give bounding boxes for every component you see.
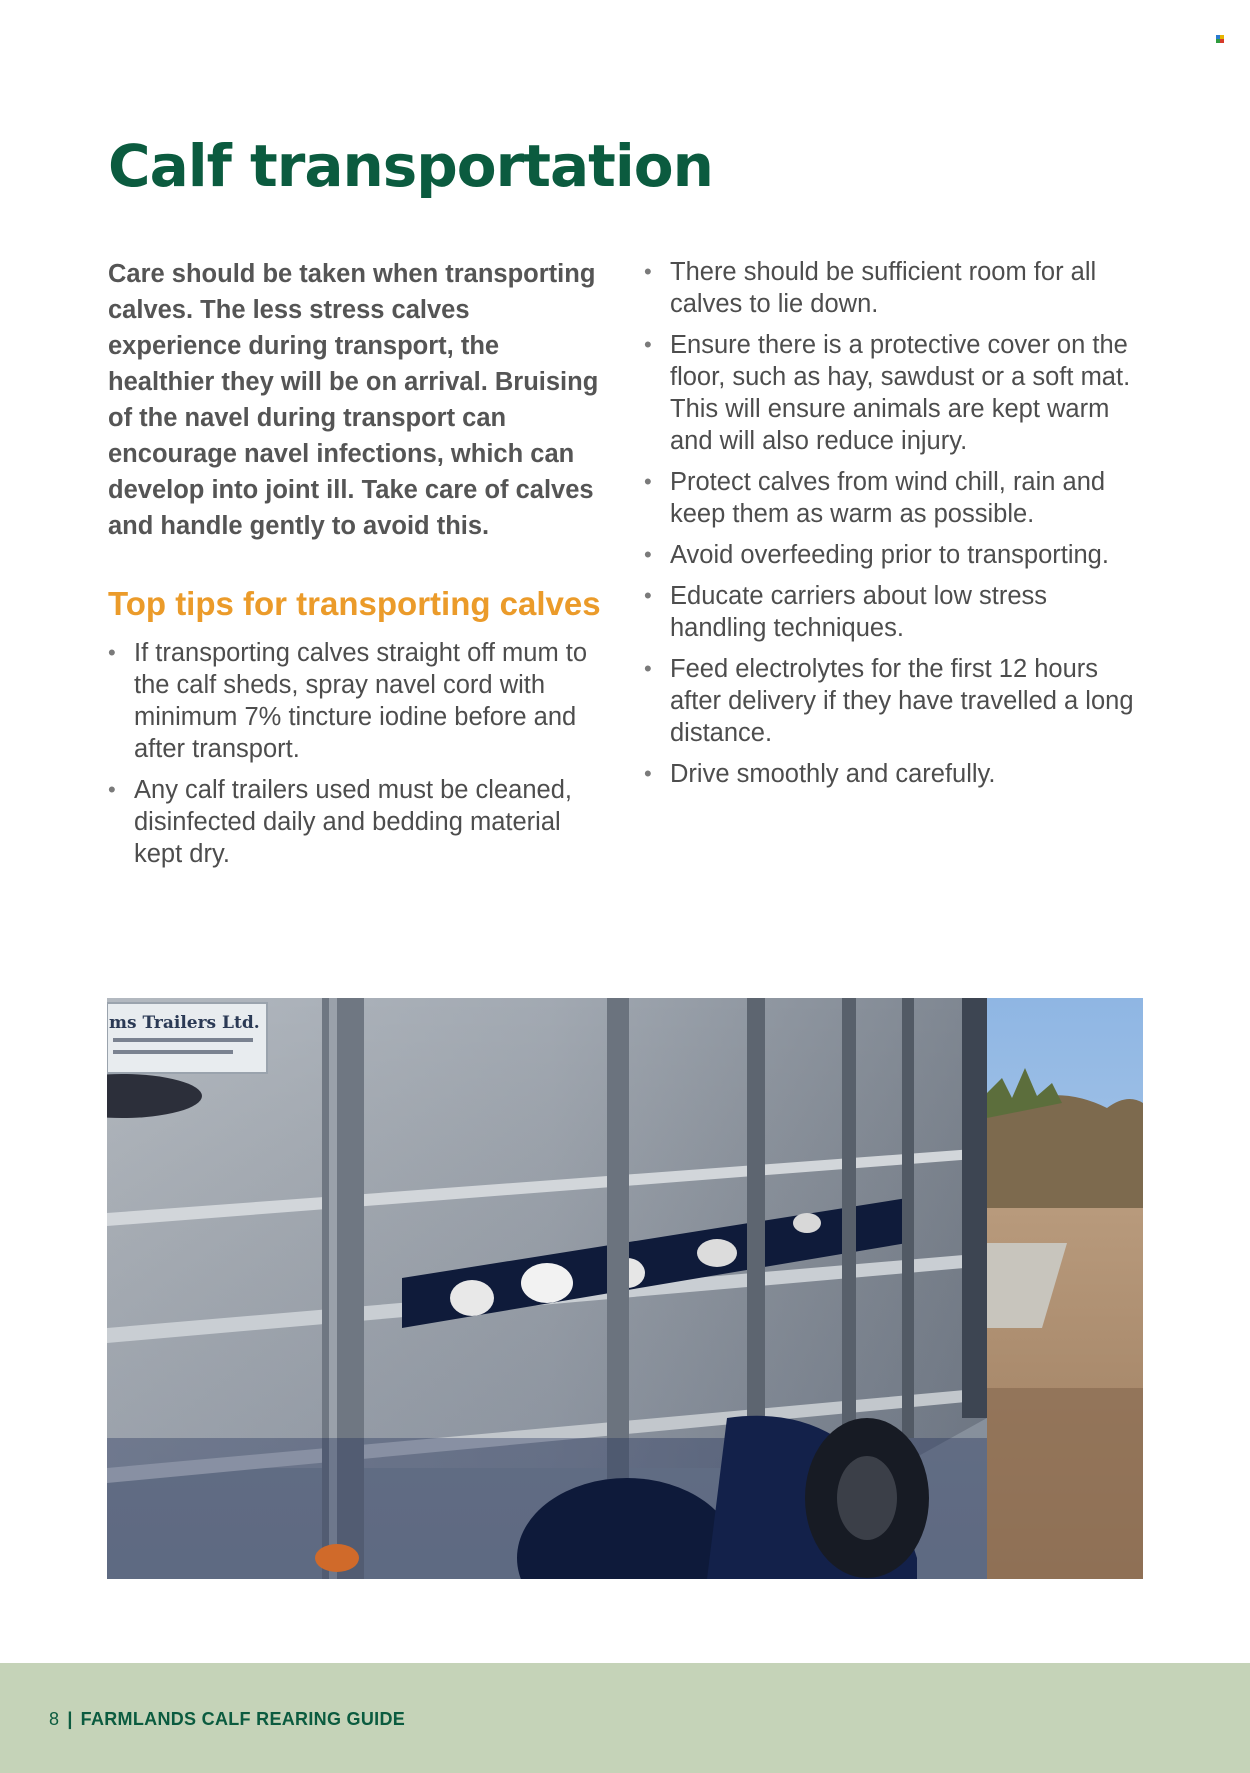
bullet-icon: • [108, 640, 116, 665]
color-mark-icon [1216, 35, 1225, 44]
list-item: • Drive smoothly and carefully. [644, 760, 996, 788]
list-item: • Educate carriers about low stress handling techniques. [644, 582, 1047, 642]
bullet-icon: • [644, 656, 652, 681]
right-column [644, 256, 1134, 799]
guide-name: FARMLANDS CALF REARING GUIDE [80, 1709, 406, 1729]
bullet-icon: • [644, 761, 652, 786]
list-item: • There should be sufficient room for all calves to lie down. [644, 258, 1097, 318]
footer-label [49, 1705, 405, 1733]
page-title: Calf transportation [108, 132, 713, 200]
bullet-icon: • [644, 332, 652, 357]
bullet-icon: • [108, 777, 116, 802]
trailer-photo [107, 998, 1143, 1579]
list-item: • Any calf trailers used must be cleaned, disinfected daily and bedding material kept dry. [108, 776, 572, 868]
bullet-icon: • [644, 469, 652, 494]
tips-list-left [108, 637, 608, 870]
bullet-icon: • [644, 259, 652, 284]
footer-separator: | [67, 1709, 73, 1729]
tips-list-right [644, 256, 1134, 790]
tips-heading: Top tips for transporting calves [108, 585, 601, 622]
list-item: • Ensure there is a protective cover on the floor, such as hay, sawdust or a soft mat. This will ensure animals are kept warm and will also reduce injury. [644, 331, 1131, 455]
page-number: 8 [49, 1709, 60, 1729]
list-item: • Avoid overfeeding prior to transporting. [644, 541, 1109, 569]
left-column [108, 256, 608, 879]
list-item: • Protect calves from wind chill, rain and keep them as warm as possible. [644, 468, 1106, 528]
page-footer [0, 1663, 1250, 1773]
list-item: • If transporting calves straight off mum to the calf sheds, spray navel cord with minimum 7% tincture iodine before and after transport. [108, 639, 588, 763]
list-item: • Feed electrolytes for the first 12 hours after delivery if they have travelled a long distance. [644, 655, 1134, 747]
intro-paragraph: Care should be taken when transporting calves. The less stress calves experience during transport, the healthier they will be on arrival. Bruising of the navel during transport can encourage navel infections, which can develop into joint ill. Take care of calves and handle gently to avoid this. [108, 260, 599, 540]
bullet-icon: • [644, 583, 652, 608]
bullet-icon: • [644, 542, 652, 567]
trailer-sign-text: ms Trailers Ltd. [109, 1013, 260, 1033]
